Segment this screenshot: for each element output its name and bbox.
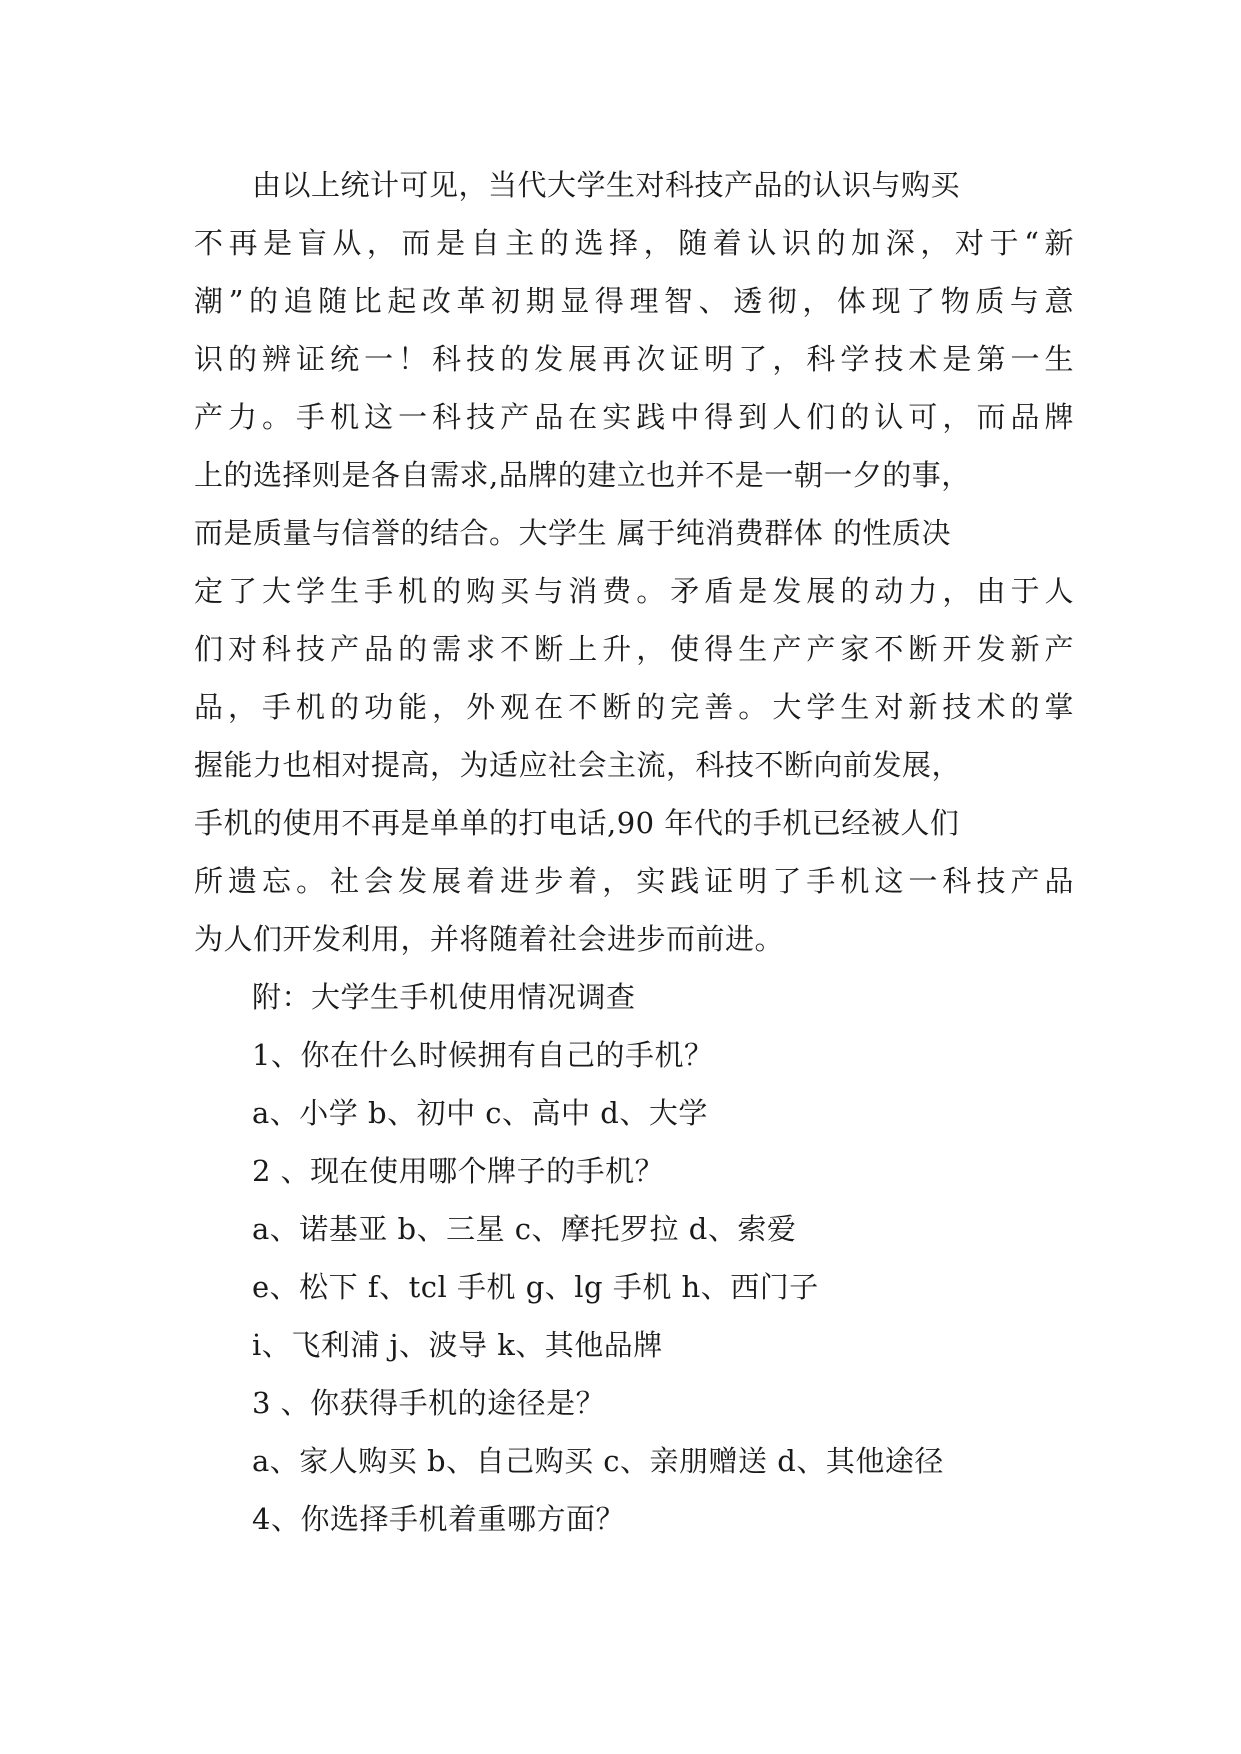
survey-options: e、松下 f、tcl 手机 g、lg 手机 h、西门子 bbox=[252, 1270, 819, 1304]
survey-options: a、小学 b、初中 c、高中 d、大学 bbox=[252, 1096, 708, 1130]
survey-question: 4、你选择手机着重哪方面？ bbox=[252, 1502, 625, 1536]
paragraph-line: 不再是盲从，而是自主的选择，随着认识的加深，对于“新 bbox=[194, 226, 1074, 260]
paragraph-line: 所遗忘。社会发展着进步着，实践证明了手机这一科技产品 bbox=[194, 864, 1074, 898]
paragraph-line: 为人们开发利用，并将随着社会进步而前进。 bbox=[194, 922, 785, 956]
paragraph-line: 由以上统计可见，当代大学生对科技产品的认识与购买 bbox=[252, 168, 961, 202]
paragraph-line: 们对科技产品的需求不断上升，使得生产产家不断开发新产 bbox=[194, 632, 1074, 666]
paragraph-line: 而是质量与信誉的结合。大学生 属于纯消费群体 的性质决 bbox=[194, 516, 951, 550]
paragraph-line: 品，手机的功能，外观在不断的完善。大学生对新技术的掌 bbox=[194, 690, 1074, 724]
survey-options: i、飞利浦 j、波导 k、其他品牌 bbox=[252, 1328, 663, 1362]
paragraph-line: 潮”的追随比起改革初期显得理智、透彻，体现了物质与意 bbox=[194, 284, 1074, 318]
survey-options: a、诺基亚 b、三星 c、摩托罗拉 d、索爱 bbox=[252, 1212, 797, 1246]
paragraph-line: 定了大学生手机的购买与消费。矛盾是发展的动力，由于人 bbox=[194, 574, 1074, 608]
survey-question: 1、你在什么时候拥有自己的手机？ bbox=[252, 1038, 714, 1072]
appendix-title: 附：大学生手机使用情况调查 bbox=[252, 980, 636, 1014]
paragraph-line: 识的辨证统一！科技的发展再次证明了，科学技术是第一生 bbox=[194, 342, 1074, 376]
paragraph-line: 握能力也相对提高，为适应社会主流，科技不断向前发展， bbox=[194, 748, 962, 782]
survey-options: a、家人购买 b、自己购买 c、亲朋赠送 d、其他途径 bbox=[252, 1444, 944, 1478]
paragraph-line: 上的选择则是各自需求,品牌的建立也并不是一朝一夕的事， bbox=[194, 458, 971, 492]
survey-question: 3 、你获得手机的途径是？ bbox=[252, 1386, 606, 1420]
survey-question: 2 、现在使用哪个牌子的手机？ bbox=[252, 1154, 665, 1188]
paragraph-line: 手机的使用不再是单单的打电话,90 年代的手机已经被人们 bbox=[194, 806, 960, 840]
paragraph-line: 产力。手机这一科技产品在实践中得到人们的认可，而品牌 bbox=[194, 400, 1074, 434]
